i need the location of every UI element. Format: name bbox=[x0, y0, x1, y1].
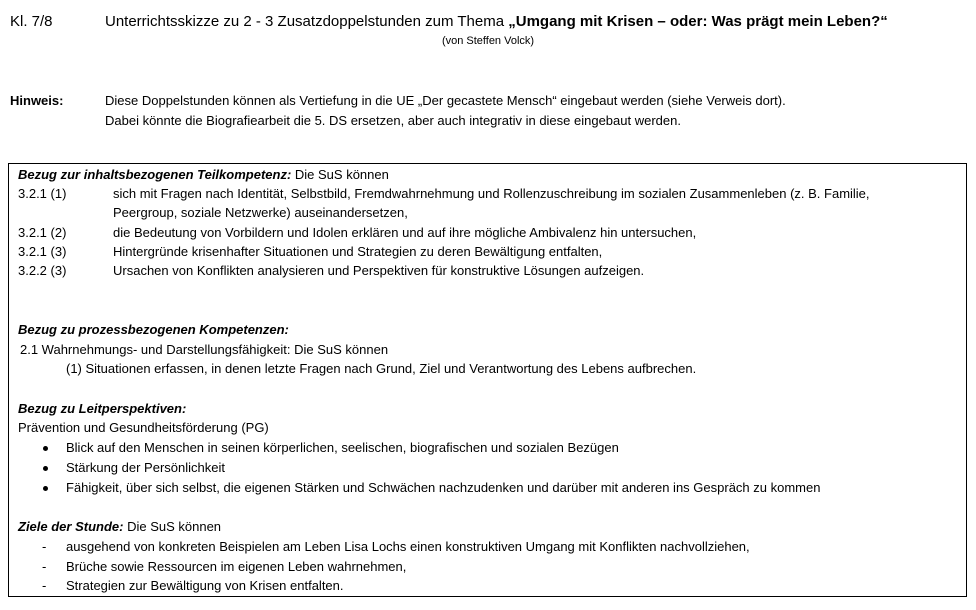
inhalt-heading bbox=[18, 167, 389, 183]
author: (von Steffen Volck) bbox=[441, 35, 535, 47]
competency-text: sich mit Fragen nach Identität, Selbstbild, Fremdwahrnehmung und Rollenzuschreibung im sozialen Zusammenleben (z. B. Familie, bbox=[113, 186, 870, 201]
competency-code: 3.2.1 (3) bbox=[18, 244, 67, 259]
hinweis-line: Dabei könnte die Biografiearbeit die 5. DS ersetzen, aber auch integrativ in diese eingebaut werden. bbox=[105, 113, 681, 128]
prozess-line: 2.1 Wahrnehmungs- und Darstellungsfähigkeit: Die SuS können bbox=[20, 342, 389, 357]
competency-text: Ursachen von Konflikten analysieren und Perspektiven für konstruktive Lösungen aufzeigen. bbox=[113, 263, 645, 278]
dash-icon: - bbox=[42, 539, 47, 554]
leit-bullet: Blick auf den Menschen in seinen körperlichen, seelischen, biografischen und sozialen Bezügen bbox=[66, 440, 619, 455]
ziel-item: Brüche sowie Ressourcen im eigenen Leben wahrnehmen, bbox=[66, 559, 407, 574]
class-label: Kl. 7/8 bbox=[10, 13, 53, 30]
competency-code: 3.2.1 (2) bbox=[18, 225, 67, 240]
dash-icon: - bbox=[42, 578, 47, 593]
prozess-heading: Bezug zu prozessbezogenen Kompetenzen: bbox=[18, 322, 289, 337]
inhalt-heading-bold: Bezug zur inhaltsbezogenen Teilkompetenz: bbox=[18, 167, 292, 182]
leit-bullet: Fähigkeit, über sich selbst, die eigenen Stärken und Schwächen nachzudenken und darüber mit anderen ins Gespräch zu kommen bbox=[66, 480, 821, 495]
bullet-icon bbox=[43, 446, 48, 451]
leit-bullet: Stärkung der Persönlichkeit bbox=[66, 460, 225, 475]
bullet-icon bbox=[43, 486, 48, 491]
competency-text: Peergroup, soziale Netzwerke) auseinandersetzen, bbox=[113, 205, 408, 220]
competency-text: Hintergründe krisenhafter Situationen und Strategien zu deren Bewältigung entfalten, bbox=[113, 244, 603, 259]
leit-sub: Prävention und Gesundheitsförderung (PG) bbox=[18, 420, 269, 435]
title-topic: „Umgang mit Krisen – oder: Was prägt mein Leben?“ bbox=[508, 13, 888, 30]
inhalt-heading-rest: Die SuS können bbox=[291, 167, 389, 182]
competency-code: 3.2.2 (3) bbox=[18, 263, 67, 278]
hinweis-line: Diese Doppelstunden können als Vertiefung in die UE „Der gecastete Mensch“ eingebaut werden (siehe Verweis dort). bbox=[105, 93, 786, 108]
bullet-icon bbox=[43, 466, 48, 471]
ziel-item: ausgehend von konkreten Beispielen am Leben Lisa Lochs einen konstruktiven Umgang mit Konflikten nachvollziehen, bbox=[66, 539, 750, 554]
ziel-item: Strategien zur Bewältigung von Krisen entfalten. bbox=[66, 578, 344, 593]
title-prefix: Unterrichtsskizze zu 2 - 3 Zusatzdoppelstunden zum Thema bbox=[105, 13, 509, 30]
ziele-heading bbox=[18, 519, 221, 535]
prozess-line: (1) Situationen erfassen, in denen letzte Fragen nach Grund, Ziel und Verantwortung des Lebens aufbrechen. bbox=[66, 361, 697, 376]
ziele-heading-bold: Ziele der Stunde: bbox=[18, 519, 124, 534]
dash-icon: - bbox=[42, 559, 47, 574]
competency-text: die Bedeutung von Vorbildern und Idolen erklären und auf ihre mögliche Ambivalenz hin untersuchen, bbox=[113, 225, 697, 240]
leit-heading: Bezug zu Leitperspektiven: bbox=[18, 401, 187, 416]
competency-code: 3.2.1 (1) bbox=[18, 186, 67, 201]
page-title bbox=[105, 14, 888, 30]
hinweis-label: Hinweis: bbox=[10, 93, 64, 108]
ziele-heading-rest: Die SuS können bbox=[123, 519, 222, 534]
